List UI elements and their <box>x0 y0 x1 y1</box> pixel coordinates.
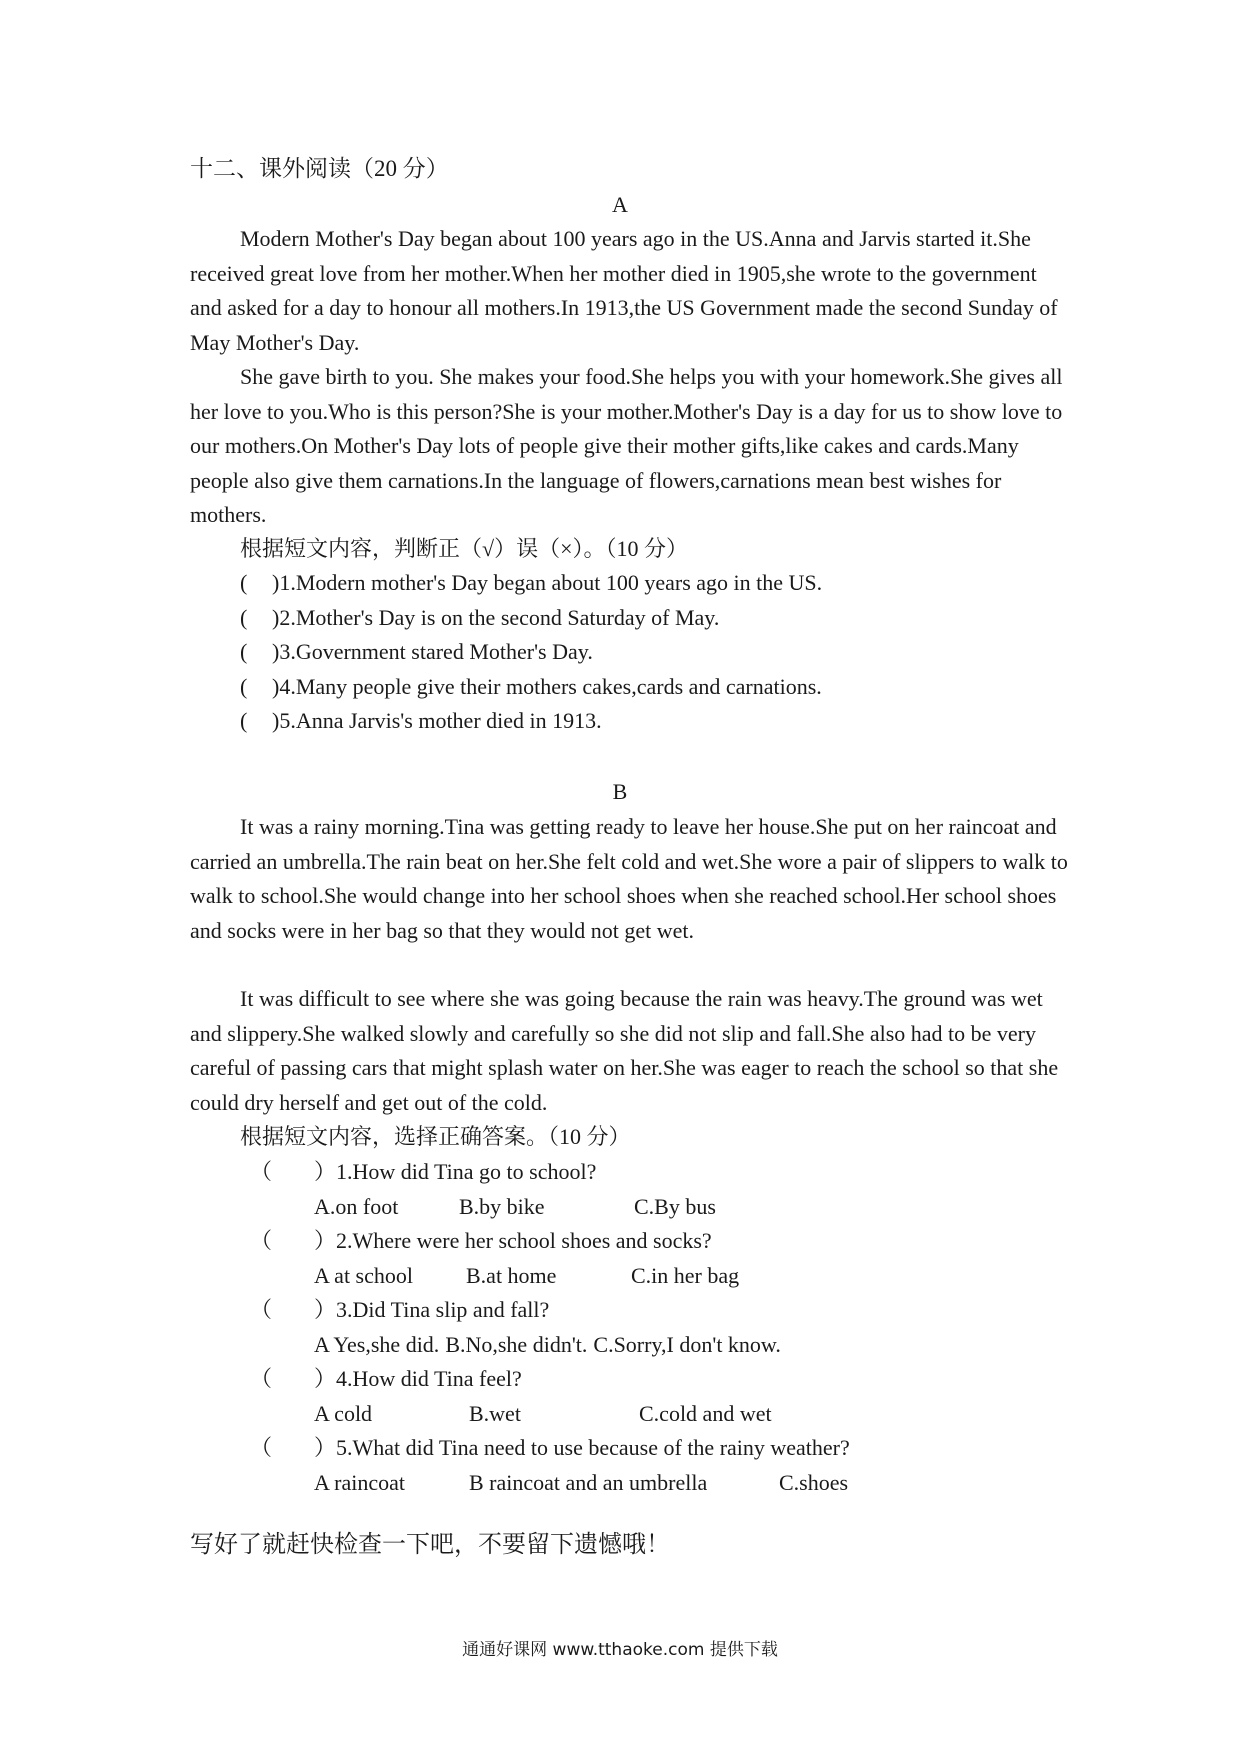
option-b: B raincoat and an umbrella <box>469 1469 708 1495</box>
statement-text: )5.Anna Jarvis's mother died in 1913. <box>272 708 602 733</box>
option-c: C.shoes <box>779 1469 849 1495</box>
true-false-item <box>240 601 822 636</box>
section-title: 十二、课外阅读（20 分） <box>190 156 449 181</box>
question-text: ）5.What did Tina need to use because of the rainy weather? <box>314 1435 850 1460</box>
question-text: ）1.How did Tina go to school? <box>314 1159 597 1184</box>
answer-blank[interactable]: ( <box>240 708 248 733</box>
passage-a-paragraph-1: Modern Mother's Day began about 100 years ago in the US.Anna and Jarvis started it.She received great love from her mother.When her mother died in 1905,she wrote to the government and asked for a day to honour all mothers.In 1913,the US Government made the second Sunday of May Mother's Day. <box>190 226 1058 355</box>
question-item <box>250 1431 850 1500</box>
closing-reminder: 写好了就赶快检查一下吧，不要留下遗憾哦！ <box>190 1532 670 1558</box>
option-a: A cold <box>314 1400 373 1426</box>
answer-blank[interactable]: ( <box>240 673 248 699</box>
passage-b-instruction: 根据短文内容，选择正确答案。（10 分） <box>240 1124 631 1149</box>
passage-b-heading: B <box>612 779 628 804</box>
true-false-item <box>240 566 822 601</box>
answer-blank[interactable]: （ <box>250 1366 273 1391</box>
true-false-item <box>240 635 822 670</box>
question-item <box>250 1155 850 1224</box>
passage-a-heading: A <box>612 192 628 217</box>
option-c: C.By bus <box>634 1193 716 1219</box>
question-text: ）3.Did Tina slip and fall? <box>314 1297 550 1322</box>
answer-blank[interactable]: （ <box>250 1435 273 1460</box>
option-a: A Yes,she did. <box>314 1331 440 1357</box>
true-false-item <box>240 704 822 739</box>
true-false-item <box>240 670 822 705</box>
option-b: B.by bike <box>459 1193 545 1219</box>
statement-text: )4.Many people give their mothers cakes,cards and carnations. <box>272 673 822 699</box>
answer-blank[interactable]: ( <box>240 604 248 630</box>
option-a: A at school <box>314 1262 413 1288</box>
statement-text: )1.Modern mother's Day began about 100 years ago in the US. <box>272 570 823 595</box>
option-c: C.cold and wet <box>639 1400 772 1426</box>
question-text: ）2.Where were her school shoes and socks? <box>314 1228 712 1253</box>
option-c: C.Sorry,I don't know. <box>593 1331 781 1357</box>
passage-a-instruction: 根据短文内容，判断正（√）误（×）。（10 分） <box>240 536 688 561</box>
question-item <box>250 1293 850 1362</box>
true-false-list <box>240 566 822 739</box>
statement-text: )3.Government stared Mother's Day. <box>272 639 593 664</box>
statement-text: )2.Mother's Day is on the second Saturday of May. <box>272 604 720 630</box>
answer-blank[interactable]: ( <box>240 570 248 595</box>
passage-b-paragraph-2: It was difficult to see where she was going because the rain was heavy.The ground was wet and slippery.She walked slowly and carefully so she did not slip and fall.She also had to be very careful of passing cars that might splash water on her.She was eager to reach the school so that she could dry herself and get out of the cold. <box>190 986 1059 1115</box>
passage-a-paragraph-2: She gave birth to you. She makes your food.She helps you with your homework.She gives all her love to you.Who is this person?She is your mother.Mother's Day is a day for us to show love to our mothers.On Mother's Day lots of people give their mother gifts,like cakes and cards.Many people also give them carnations.In the language of flowers,carnations mean best wishes for mothers. <box>190 364 1063 527</box>
option-b: B.wet <box>469 1400 521 1426</box>
option-b: B.No,she didn't. <box>445 1331 588 1357</box>
option-a: A.on foot <box>314 1193 399 1219</box>
question-item <box>250 1224 850 1293</box>
answer-blank[interactable]: （ <box>250 1228 273 1253</box>
answer-blank[interactable]: ( <box>240 639 248 664</box>
answer-blank[interactable]: （ <box>250 1297 273 1322</box>
question-item <box>250 1362 850 1431</box>
answer-blank[interactable]: （ <box>250 1159 273 1184</box>
option-c: C.in her bag <box>631 1262 740 1288</box>
option-a: A raincoat <box>314 1469 406 1495</box>
footer-source: 通通好课网 www.tthaoke.com 提供下载 <box>462 1640 778 1660</box>
question-text: ）4.How did Tina feel? <box>314 1366 522 1391</box>
passage-b-paragraph-1: It was a rainy morning.Tina was getting ready to leave her house.She put on her raincoat and carried an umbrella.The rain beat on her.She felt cold and wet.She wore a pair of slippers to walk to walk to school.She would change into her school shoes when she reached school.Her school shoes and socks were in her bag so that they would not get wet. <box>190 814 1068 943</box>
multiple-choice-list <box>250 1155 850 1500</box>
option-b: B.at home <box>466 1262 557 1288</box>
